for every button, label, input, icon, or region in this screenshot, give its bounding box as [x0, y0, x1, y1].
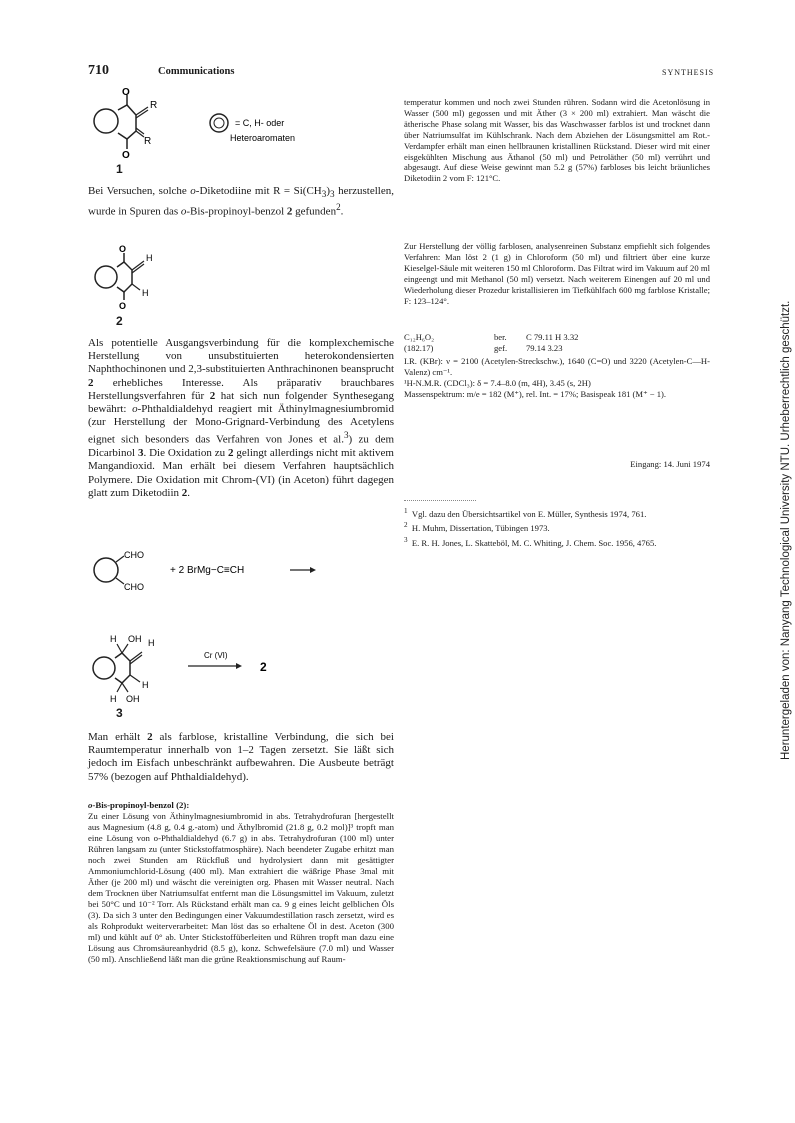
received-date: Eingang: 14. Juni 1974: [630, 459, 710, 469]
right-paragraph-1: temperatur kommen und noch zwei Stunden rühren. Sodann wird die Acetonlösung in Wasser (500 ml) gegossen und mit Äther (3 × 200 ml) extrahiert. Man wäscht die ätherische Phase solang mit Wasser, bis das Waschwasser farblos ist und trocknet dann über Natriumsulfat im Kühlschrank. Nach dem Abziehen der Lösungsmittel am Rot.-Verdampfer erhält man einen hellbraunen kristallinen Rückstand. Dieser wird mit einer eisgekühlten Mischung aus Äthanol (50 ml) und Petroläther (50 ml) verrührt und abgesaugt. Auf diese Weise gewinnt man 5.2 g (57%) farbloses bis leicht bräunliches Diketodiin 2 vom F: 121°C.: [404, 97, 710, 184]
svg-text:H: H: [146, 253, 153, 263]
calc-values: C 79.11 H 3.32: [526, 332, 579, 342]
ms-data: Massenspektrum: m/e = 182 (M⁺), rel. Int. = 17%; Basispeak 181 (M⁺ − 1).: [404, 388, 667, 399]
left-paragraph-3: Man erhält 2 als farblose, kristalline Verbindung, die sich bei Raumtemperatur innerhalb von 1–2 Tagen zersetzt. Sie läßt sich jedoch im Eisfach unbeschränkt aufbewahren. Die Ausbeute beträgt 57% (bezogen auf Phthaldialdehyd).: [88, 731, 394, 783]
found-values: 79.14 3.23: [526, 342, 563, 353]
legend-text-1: = C, H- oder: [235, 118, 285, 128]
ir-data: I.R. (KBr): ν = 2100 (Acetylen-Streckschw.), 1640 (C=O) und 3220 (Acetylen-C—H-Valenz) cm⁻¹.: [404, 355, 710, 377]
reaction-scheme-2: [84, 632, 384, 707]
section-title: Communications: [158, 66, 235, 77]
footnote-3: $^3$ E. R. H. Jones, L. Skatteböl, M. C. Whiting, J. Chem. Soc. 1956, 4765.: [404, 535, 657, 548]
footnote-divider: [404, 500, 476, 501]
found-label: gef.: [494, 342, 508, 353]
svg-text:H: H: [148, 638, 155, 648]
svg-text:O: O: [122, 150, 130, 161]
reaction-scheme-1: [84, 546, 404, 596]
formula: C₁₂H₆O₂: [404, 332, 435, 342]
reagent-text: + 2 BrMg−C≡CH: [170, 565, 245, 576]
structure-2: [86, 242, 186, 312]
svg-text:R: R: [150, 100, 158, 111]
footnotes: [404, 506, 710, 549]
svg-text:R: R: [144, 136, 152, 147]
product-text: 2: [260, 660, 267, 674]
molecular-weight: (182.17): [404, 342, 434, 353]
nmr-data: ¹H-N.M.R. (CDCl₃): δ = 7.4–8.0 (m, 4H), 3.45 (s, 2H): [404, 377, 591, 388]
right-paragraph-2: Zur Herstellung der völlig farblosen, analysenreinen Substanz empfiehlt sich folgendes Verfahren: Man löst 2 (1 g) in Chloroform (50 ml) und filtriert über eine kurze Kieselgel-Säule mit weiteren 150 ml Chloroform. Das Filtrat wird im Vakuum auf 20 ml eingeengt und mit Methanol (50 ml) versetzt. Nach weiterem Einengen auf 20 ml und Wiederholung dieser Prozedur kristallisieren im Tiefkühlfach 600 mg farblose Kristalle; F: 123–124°.: [404, 241, 710, 306]
svg-text:CHO: CHO: [124, 582, 144, 592]
compound-3-label: 3: [116, 706, 123, 720]
oxidant-text: Cr (VI): [204, 651, 228, 660]
structure-1: [84, 88, 404, 178]
footnote-2: $^2$ H. Muhm, Dissertation, Tübingen 1973.: [404, 521, 550, 534]
experimental-section: [88, 800, 394, 965]
journal-name: SYNTHESIS: [662, 68, 715, 77]
compound-2-label: 2: [116, 314, 123, 328]
svg-text:H: H: [110, 694, 117, 704]
left-paragraph-2: Als potentielle Ausgangsverbindung für die komplexchemische Herstellung von unsubstituierten heterokondensierten Naphthochinonen und 2,3-substituierten Anthrachinonen beansprucht 2 erhebliches Interesse. Als präparativ brauchbares Herstellungsverfahren für 2 hat sich nun folgender Synthesegang bewährt: o-Phthaldialdehyd reagiert mit Äthinylmagnesiumbromid (zur Herstellung der Mono-Grignard-Verbindung des Acetylens eignet sich besonders das Verfahren von Jones et al.$^3$) zu dem Dicarbinol 3. Die Oxidation zu 2 gelingt allerdings nicht mit aktivem Mangandioxid. Man erhält bei diesem Verfahren hauptsächlich Polymere. Die Oxidation mit Chrom-(VI) (in Aceton) führt dagegen glatt zum Diketodiin 2.: [88, 337, 395, 499]
elemental-analysis-table: [404, 332, 588, 354]
experimental-title: o-Bis-propinoyl-benzol (2):: [88, 800, 190, 810]
svg-text:OH: OH: [126, 694, 140, 704]
download-notice-text: Heruntergeladen von: Nanyang Technological University NTU. Urheberrechtlich geschützt.: [780, 300, 792, 760]
svg-text:H: H: [110, 634, 117, 644]
svg-text:H: H: [142, 680, 149, 690]
svg-text:OH: OH: [128, 634, 142, 644]
svg-text:O: O: [119, 244, 127, 254]
experimental-text: Zu einer Lösung von Äthinylmagnesiumbromid in abs. Tetrahydrofuran [hergestellt aus Magnesium (4.8 g, 0.4 g.-atom) und Äthylbromid (21.8 g, 0.2 mol)]³ tropft man eine Lösung von o-Phthaldialdehyd (6.7 g) in abs. Tetrahydrofuran (100 ml) unter Rühren langsam zu (unter Stickstoffatmosphäre). Nach beendeter Zugabe erhitzt man noch zwei Stunden am Rückfluß und hydrolysiert dann mit gesättigter Ammoniumchlorid-Lösung (400 ml). Man extrahiert die wäßrige Phase 3mal mit Äther (je 200 ml) und wäscht die vereinigten org. Phasen mit Wasser neutral. Nach dem Trocknen über Natriumsulfat entfernt man die Lösungsmittel im Vakuum, zuletzt bei 50°C und 10⁻² Torr. Als Rückstand erhält man ca. 9 g eines leicht gelblichen Öls (3). Da sich 3 unter den Bedingungen einer Vakuumdestillation rasch zersetzt, wird es als Rohprodukt weiterverarbeitet: Man löst das so erhaltene Öl in dest. Aceton (300 ml) und kühlt auf 0° ab. Unter Stickstoffüberleiten und Rühren tropft man dazu eine Lösung aus Chromsäureanhydrid (8.5 g), konz. Schwefelsäure (7.0 ml) und Wasser (50 ml). Anschließend läßt man die grüne Reaktionsmischung auf Raum-: [88, 811, 394, 964]
download-notice: [774, 300, 794, 760]
calc-label: ber.: [494, 332, 507, 342]
compound-1-label: 1: [116, 162, 123, 176]
svg-text:O: O: [119, 301, 127, 311]
svg-text:O: O: [122, 88, 130, 98]
svg-text:H: H: [142, 288, 149, 298]
legend-text-2: Heteroaromaten: [230, 133, 296, 143]
analysis-block: [404, 332, 710, 399]
svg-text:CHO: CHO: [124, 550, 144, 560]
footnote-1: $^1$ Vgl. dazu den Übersichtsartikel von E. Müller, Synthesis 1974, 761.: [404, 507, 647, 519]
page-number: 710: [88, 63, 109, 78]
left-paragraph-1: Bei Versuchen, solche o-Diketodiine mit $R = Si(CH_3)_3$ herzustellen, wurde in Spuren das o-Bis-propinoyl-benzol 2 gefunden$^2$.: [88, 185, 394, 219]
